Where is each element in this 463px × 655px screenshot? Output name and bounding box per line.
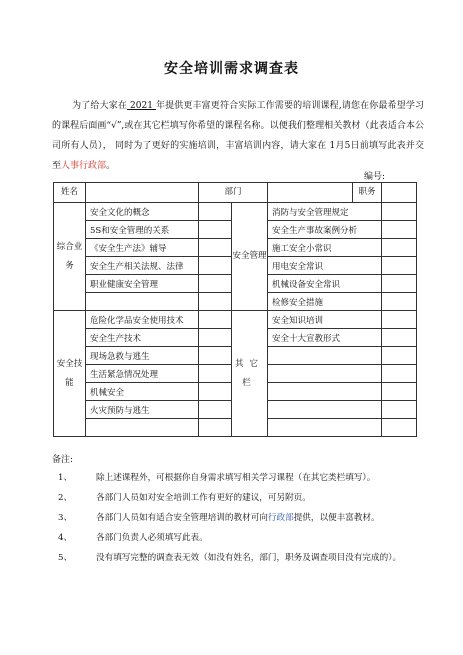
- intro-text-1: 为了给大家在: [72, 101, 128, 111]
- header-row: [54, 183, 417, 203]
- intro-end: 。: [106, 161, 116, 171]
- check-cell[interactable]: [199, 311, 232, 329]
- check-cell[interactable]: [199, 203, 232, 221]
- check-cell[interactable]: [382, 275, 417, 293]
- check-cell[interactable]: [382, 311, 417, 329]
- check-cell[interactable]: [199, 221, 232, 239]
- name-label: 姓名: [54, 183, 86, 203]
- course-item: 安全生产相关法规、法律: [86, 257, 199, 275]
- code-label: 编号:: [364, 172, 386, 182]
- check-cell[interactable]: [382, 203, 417, 221]
- category-general: 综合业务: [54, 203, 86, 311]
- course-item: 安全十大宣教形式: [268, 329, 382, 347]
- check-cell[interactable]: [199, 275, 232, 293]
- document-title: 安全培训需求调查表: [164, 61, 299, 77]
- course-item: 检修安全措施: [268, 293, 382, 311]
- course-item: 安全生产技术: [86, 329, 199, 347]
- blank-cell[interactable]: [268, 383, 382, 401]
- course-item: 《安全生产法》辅导: [86, 239, 199, 257]
- blank-cell[interactable]: [268, 347, 382, 365]
- intro-paragraph: [52, 96, 424, 176]
- blank-cell[interactable]: [86, 419, 199, 437]
- course-item: 火灾预防与逃生: [86, 401, 199, 419]
- course-item: 施工安全小常识: [268, 239, 382, 257]
- check-cell[interactable]: [382, 221, 417, 239]
- note-item-4: 4、 各部门负责人必须填写此表。: [58, 533, 208, 543]
- intro-dept: 人事行政部: [61, 161, 107, 171]
- check-cell[interactable]: [382, 257, 417, 275]
- check-cell[interactable]: [199, 419, 232, 437]
- check-cell[interactable]: [199, 347, 232, 365]
- course-item: 生活紧急情况处理: [86, 365, 199, 383]
- note-item-5: 5、 没有填写完整的调查表无效（如没有姓名，部门，职务及调查项目没有完成的）。: [58, 553, 402, 563]
- check-cell[interactable]: [382, 347, 417, 365]
- name-field[interactable]: [86, 183, 199, 203]
- check-cell[interactable]: [382, 401, 417, 419]
- course-item: 用电安全常识: [268, 257, 382, 275]
- course-item: 安全生产事故案例分析: [268, 221, 382, 239]
- dept-field[interactable]: [268, 183, 353, 203]
- check-cell[interactable]: [382, 419, 417, 437]
- course-item: 5S和安全管理的关系: [86, 221, 199, 239]
- check-cell[interactable]: [382, 383, 417, 401]
- course-item: 职业健康安全管理: [86, 275, 199, 293]
- check-cell[interactable]: [199, 383, 232, 401]
- blank-cell[interactable]: [268, 365, 382, 383]
- position-field[interactable]: [382, 183, 417, 203]
- course-item: 机械设备安全常识: [268, 275, 382, 293]
- course-item: 机械安全: [86, 383, 199, 401]
- check-cell[interactable]: [199, 239, 232, 257]
- check-cell[interactable]: [199, 329, 232, 347]
- check-cell[interactable]: [199, 365, 232, 383]
- check-cell[interactable]: [199, 257, 232, 275]
- blank-cell[interactable]: [86, 293, 199, 311]
- category-safety-skills: 安全技能: [54, 311, 86, 437]
- note-item-2: 2、 各部门人员如对安全培训工作有更好的建议，可另附页。: [58, 493, 311, 503]
- course-item: 安全文化的概念: [86, 203, 199, 221]
- category-other: 其它栏: [232, 311, 268, 437]
- category-safety-management: 安全管理: [232, 203, 268, 311]
- survey-table: [53, 182, 417, 437]
- course-item: 消防与安全管理规定: [268, 203, 382, 221]
- notes-title: 备注:: [52, 455, 74, 465]
- check-cell[interactable]: [382, 365, 417, 383]
- blank-cell[interactable]: [268, 419, 382, 437]
- course-item: 现场急救与逃生: [86, 347, 199, 365]
- intro-year: 2021: [127, 101, 156, 111]
- position-label: 职务: [353, 183, 382, 203]
- intro-text-2: 年提供更丰富更符合实际工作需要的培训课程,请您在你最希望学习的课程后面画“√”,或在其它栏填写你希望的课程名称。以便我们整理相关教材（此表适合本公司所有人员）， 同时为了更好的实施培训，丰富培训内容，请大家在 1月5日前填写此表并交至: [52, 101, 424, 171]
- blank-cell[interactable]: [268, 401, 382, 419]
- check-cell[interactable]: [382, 329, 417, 347]
- check-cell[interactable]: [199, 293, 232, 311]
- table-row: [54, 311, 417, 329]
- note-item-1: 1、 除上述课程外，可根据你自身需求填写相关学习课程（在其它类栏填写）。: [58, 473, 376, 483]
- dept-label: 部门: [199, 183, 268, 203]
- note-item-3: 3、 各部门人员如有适合安全管理培训的教材可向行政部提供，以便丰富教材。: [58, 513, 380, 523]
- table-row: [54, 203, 417, 221]
- check-cell[interactable]: [382, 293, 417, 311]
- check-cell[interactable]: [382, 239, 417, 257]
- check-cell[interactable]: [199, 401, 232, 419]
- course-item: 安全知识培训: [268, 311, 382, 329]
- course-item: 危险化学品安全使用技术: [86, 311, 199, 329]
